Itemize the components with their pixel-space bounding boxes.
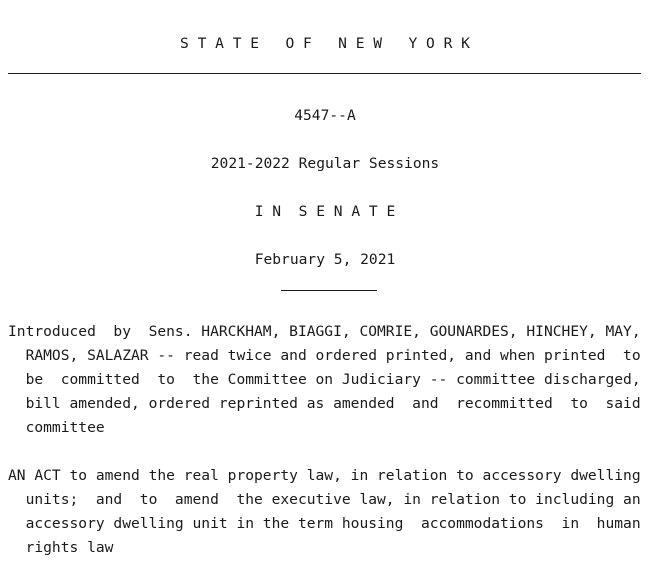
header-divider	[8, 73, 641, 74]
introduction-line: RAMOS, SALAZAR -- read twice and ordered printed, and when printed to	[8, 347, 641, 364]
act-line: accessory dwelling unit in the term housing accommodations in human	[8, 515, 641, 532]
act-line: AN ACT to amend the real property law, in relation to accessory dwelling	[8, 467, 641, 484]
introduction-line: bill amended, ordered reprinted as amended and recommitted to said	[8, 395, 641, 412]
introduction-line: be committed to the Committee on Judiciary -- committee discharged,	[8, 371, 641, 388]
date-divider	[281, 290, 377, 291]
introduction-line: Introduced by Sens. HARCKHAM, BIAGGI, COMRIE, GOUNARDES, HINCHEY, MAY,	[8, 323, 641, 340]
bill-number: 4547--A	[294, 107, 356, 124]
act-line: units; and to amend the executive law, in relation to including an	[8, 491, 641, 508]
introduction-line: committee	[8, 419, 105, 436]
state-title: S T A T E O F N E W Y O R K	[180, 35, 470, 52]
act-line: rights law	[8, 539, 114, 556]
bill-date: February 5, 2021	[254, 251, 396, 268]
session-title: 2021-2022 Regular Sessions	[210, 155, 440, 172]
chamber-title: I N S E N A T E	[254, 203, 396, 220]
